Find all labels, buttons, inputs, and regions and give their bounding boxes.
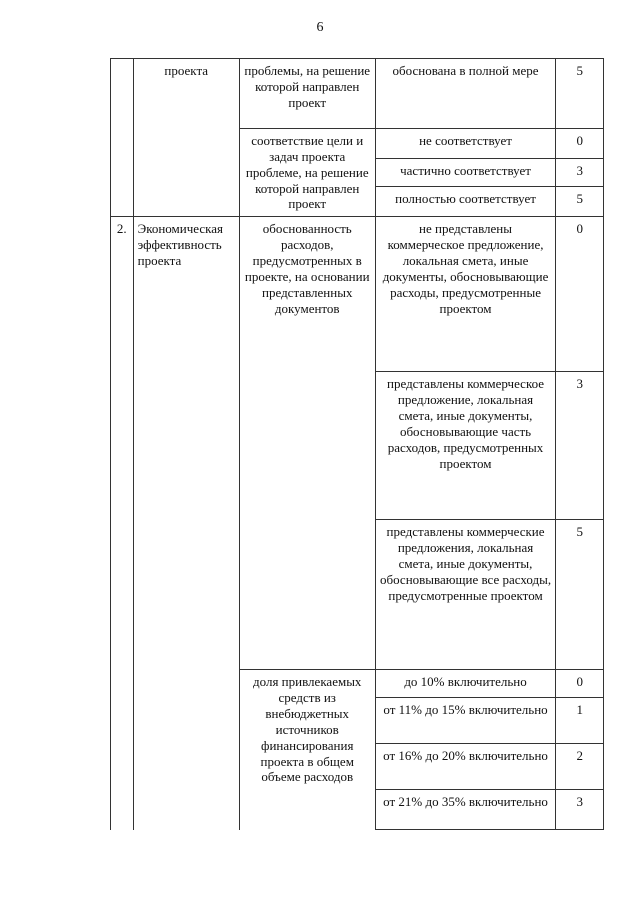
option-description: обоснована в полной мере	[375, 59, 556, 129]
option-points: 0	[556, 129, 604, 159]
indicator-cell: соответствие цели и задач проекта проблеме, на решение которой направлен проект	[239, 129, 375, 217]
option-points: 5	[556, 187, 604, 217]
option-points: 0	[556, 217, 604, 372]
option-points: 5	[556, 59, 604, 129]
table-row	[111, 217, 604, 372]
indicator-cell: доля привлекаемых средств из внебюджетных источников финансирования проекта в общем объеме расходов	[239, 670, 375, 830]
row-number	[111, 59, 134, 217]
table-row	[111, 59, 604, 129]
indicator-cell: обоснованность расходов, предусмотренных в проекте, на основании представленных документов	[239, 217, 375, 670]
option-description: частично соответствует	[375, 159, 556, 187]
option-description: представлены коммерческое предложение, локальная смета, иные документы, обосновывающие часть расходов, предусмотренных проектом	[375, 372, 556, 520]
option-points: 3	[556, 159, 604, 187]
option-points: 1	[556, 698, 604, 744]
option-description: не соответствует	[375, 129, 556, 159]
option-description: от 21% до 35% включительно	[375, 790, 556, 830]
option-description: не представлены коммерческое предложение, локальная смета, иные документы, обосновывающие расходы, предусмотренные проектом	[375, 217, 556, 372]
option-description: представлены коммерческие предложения, локальная смета, иные документы, обосновывающие все расходы, предусмотренные проектом	[375, 520, 556, 670]
indicator-cell: проблемы, на решение которой направлен проект	[239, 59, 375, 129]
option-points: 3	[556, 790, 604, 830]
criterion-cell: Экономическая эффективность проекта	[133, 217, 239, 830]
option-points: 0	[556, 670, 604, 698]
option-points: 3	[556, 372, 604, 520]
page-number: 6	[316, 20, 324, 35]
option-points: 5	[556, 520, 604, 670]
option-points: 2	[556, 744, 604, 790]
option-description: от 11% до 15% включительно	[375, 698, 556, 744]
criterion-cell: проекта	[133, 59, 239, 217]
option-description: от 16% до 20% включительно	[375, 744, 556, 790]
option-description: до 10% включительно	[375, 670, 556, 698]
row-number: 2.	[111, 217, 134, 830]
option-description: полностью соответствует	[375, 187, 556, 217]
criteria-table	[110, 58, 604, 830]
